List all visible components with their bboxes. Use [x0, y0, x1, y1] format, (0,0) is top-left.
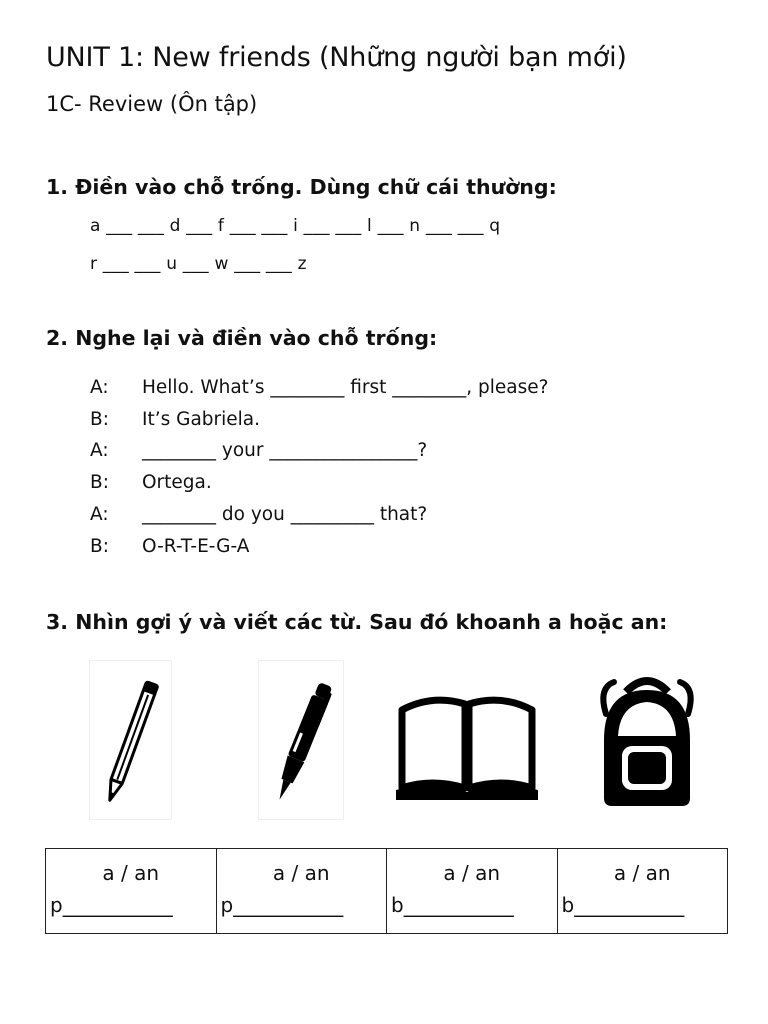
dialogue-text: Ortega. [142, 472, 212, 493]
answer-cell [557, 849, 728, 934]
exercise-3-heading: 3. Nhìn gợi ý và viết các từ. Sau đó khoanh a hoặc an: [46, 610, 668, 634]
dialogue-speaker: B: [90, 472, 109, 493]
dialogue-line [90, 440, 427, 466]
dialogue-text: It’s Gabriela. [142, 409, 261, 430]
dialogue-line [90, 472, 212, 498]
word-blank[interactable]: b___________ [561, 893, 685, 917]
dialogue-line [90, 536, 249, 562]
word-blank[interactable]: b___________ [391, 893, 514, 917]
a-an-choice[interactable]: a / an [102, 861, 160, 885]
dialogue-text: O-R-T-E-G-A [142, 536, 250, 557]
page-subtitle: 1C- Review (Ôn tập) [46, 92, 258, 116]
dialogue-speaker: A: [90, 440, 109, 461]
dialogue-speaker: A: [90, 504, 109, 525]
word-blank[interactable]: p___________ [50, 893, 173, 917]
dialogue-speaker: B: [90, 536, 109, 557]
dialogue-line [90, 504, 427, 530]
dialogue-line [90, 409, 260, 435]
page-title: UNIT 1: New friends (Những người bạn mới) [46, 42, 627, 73]
a-an-choice[interactable]: a / an [443, 861, 501, 885]
exercise-2-heading: 2. Nghe lại và điền vào chỗ trống: [46, 326, 438, 350]
dialogue-text: Hello. What’s ________ first ________, please? [142, 377, 549, 398]
a-an-choice[interactable]: a / an [272, 861, 330, 885]
dialogue-line [90, 377, 548, 403]
alphabet-line-2: r ___ ___ u ___ w ___ ___ z [90, 254, 307, 274]
answer-cell [387, 849, 558, 934]
pencil-icon [89, 660, 172, 820]
word-blank[interactable]: p___________ [220, 893, 344, 917]
exercise-1-heading: 1. Điền vào chỗ trống. Dùng chữ cái thường: [46, 175, 557, 199]
dialogue-speaker: A: [90, 377, 109, 398]
pen-icon [258, 660, 344, 820]
alphabet-line-1: a ___ ___ d ___ f ___ ___ i ___ ___ l ___ n ___ ___ q [90, 216, 501, 236]
dialogue-text: ________ do you _________ that? [142, 504, 428, 525]
a-an-choice[interactable]: a / an [613, 861, 671, 885]
dialogue-text: ________ your ________________? [142, 440, 428, 461]
answer-table [45, 848, 728, 934]
answer-cell [216, 849, 387, 934]
answer-cell [46, 849, 217, 934]
backpack-icon [592, 660, 702, 820]
dialogue-speaker: B: [90, 409, 109, 430]
book-icon [392, 660, 542, 820]
